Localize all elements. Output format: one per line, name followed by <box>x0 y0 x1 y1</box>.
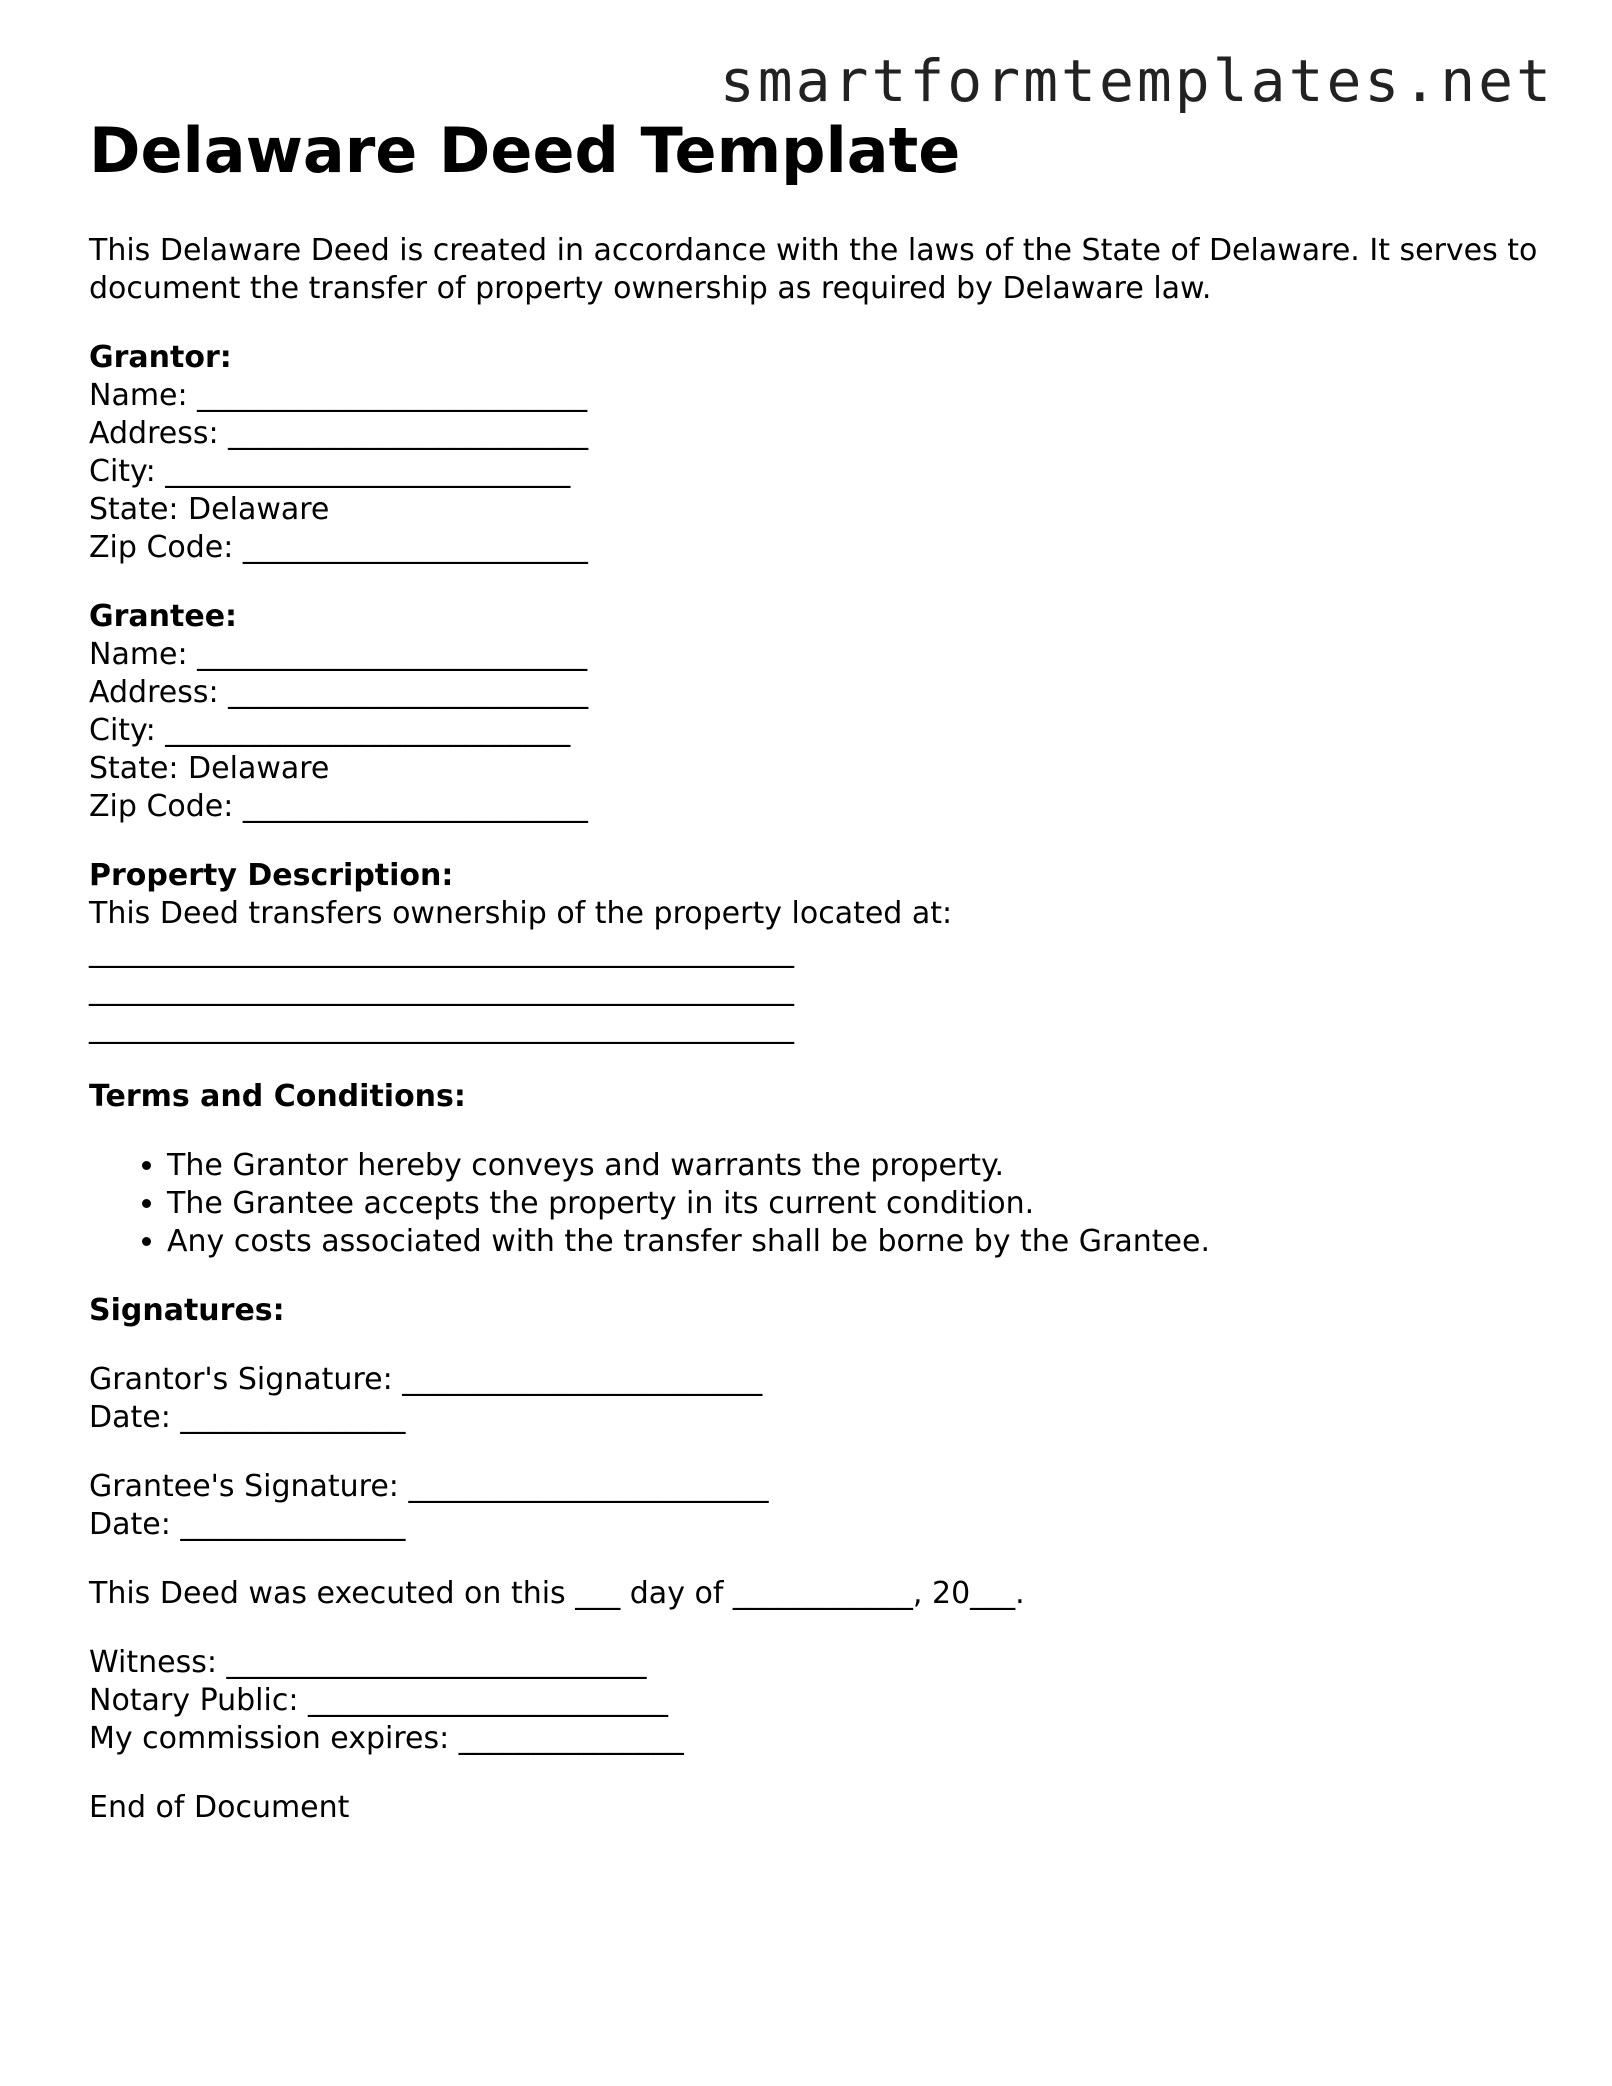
grantor-signature-field[interactable]: Grantor's Signature: ________________________ <box>89 1362 763 1397</box>
commission-field[interactable]: My commission expires: _______________ <box>89 1721 684 1756</box>
grantee-address-field[interactable]: Address: ________________________ <box>89 675 589 710</box>
grantee-city-field[interactable]: City: ___________________________ <box>89 713 571 748</box>
grantee-signature-block <box>89 1468 1549 1544</box>
signatures-heading: Signatures: <box>89 1293 285 1328</box>
property-line-field[interactable]: _______________________________________________ <box>89 972 794 1007</box>
grantee-zip-field[interactable]: Zip Code: _______________________ <box>89 789 588 824</box>
signatures-section <box>89 1292 1549 1330</box>
intro-paragraph: This Delaware Deed is created in accordance with the laws of the State of Delaware. It serves to document the transfer of property ownership as required by Delaware law. <box>89 233 1538 306</box>
list-item: • Any costs associated with the transfer shall be borne by the Grantee. <box>167 1223 1549 1261</box>
grantor-name-field[interactable]: Name: __________________________ <box>89 378 588 413</box>
terms-section <box>89 1078 1549 1116</box>
property-heading: Property Description: <box>89 858 454 893</box>
grantor-address-field[interactable]: Address: ________________________ <box>89 416 589 451</box>
property-text: This Deed transfers ownership of the property located at: <box>89 896 953 931</box>
notary-field[interactable]: Notary Public: ________________________ <box>89 1683 668 1718</box>
grantor-zip-field[interactable]: Zip Code: _______________________ <box>89 530 588 565</box>
grantee-state-text: State: Delaware <box>89 751 330 786</box>
grantee-date-field[interactable]: Date: _______________ <box>89 1507 406 1542</box>
end-of-document: End of Document <box>89 1790 350 1825</box>
document-page <box>89 112 1549 1858</box>
list-item: • The Grantee accepts the property in its current condition. <box>167 1185 1549 1223</box>
grantee-section <box>89 598 1549 826</box>
page-title: Delaware Deed Template <box>89 114 961 187</box>
grantor-city-field[interactable]: City: ___________________________ <box>89 454 571 489</box>
grantee-name-field[interactable]: Name: __________________________ <box>89 637 588 672</box>
terms-heading: Terms and Conditions: <box>89 1079 466 1114</box>
grantor-section <box>89 339 1549 567</box>
watermark-text: smartformtemplates.net <box>719 47 1554 115</box>
grantor-signature-block <box>89 1361 1549 1437</box>
list-item: • The Grantor hereby conveys and warrants the property. <box>167 1147 1549 1185</box>
witness-block <box>89 1644 1549 1758</box>
grantee-signature-field[interactable]: Grantee's Signature: ________________________ <box>89 1469 769 1504</box>
property-line-field[interactable]: _______________________________________________ <box>89 934 794 969</box>
witness-field[interactable]: Witness: ____________________________ <box>89 1645 647 1680</box>
execution-date-field[interactable]: This Deed was executed on this ___ day of ____________, 20___. <box>89 1576 1025 1611</box>
grantee-heading: Grantee: <box>89 599 238 634</box>
property-line-field[interactable]: _______________________________________________ <box>89 1010 794 1045</box>
terms-list <box>89 1147 1549 1261</box>
grantor-state-text: State: Delaware <box>89 492 330 527</box>
grantor-date-field[interactable]: Date: _______________ <box>89 1400 406 1435</box>
grantor-heading: Grantor: <box>89 340 232 375</box>
property-section <box>89 857 1549 1047</box>
